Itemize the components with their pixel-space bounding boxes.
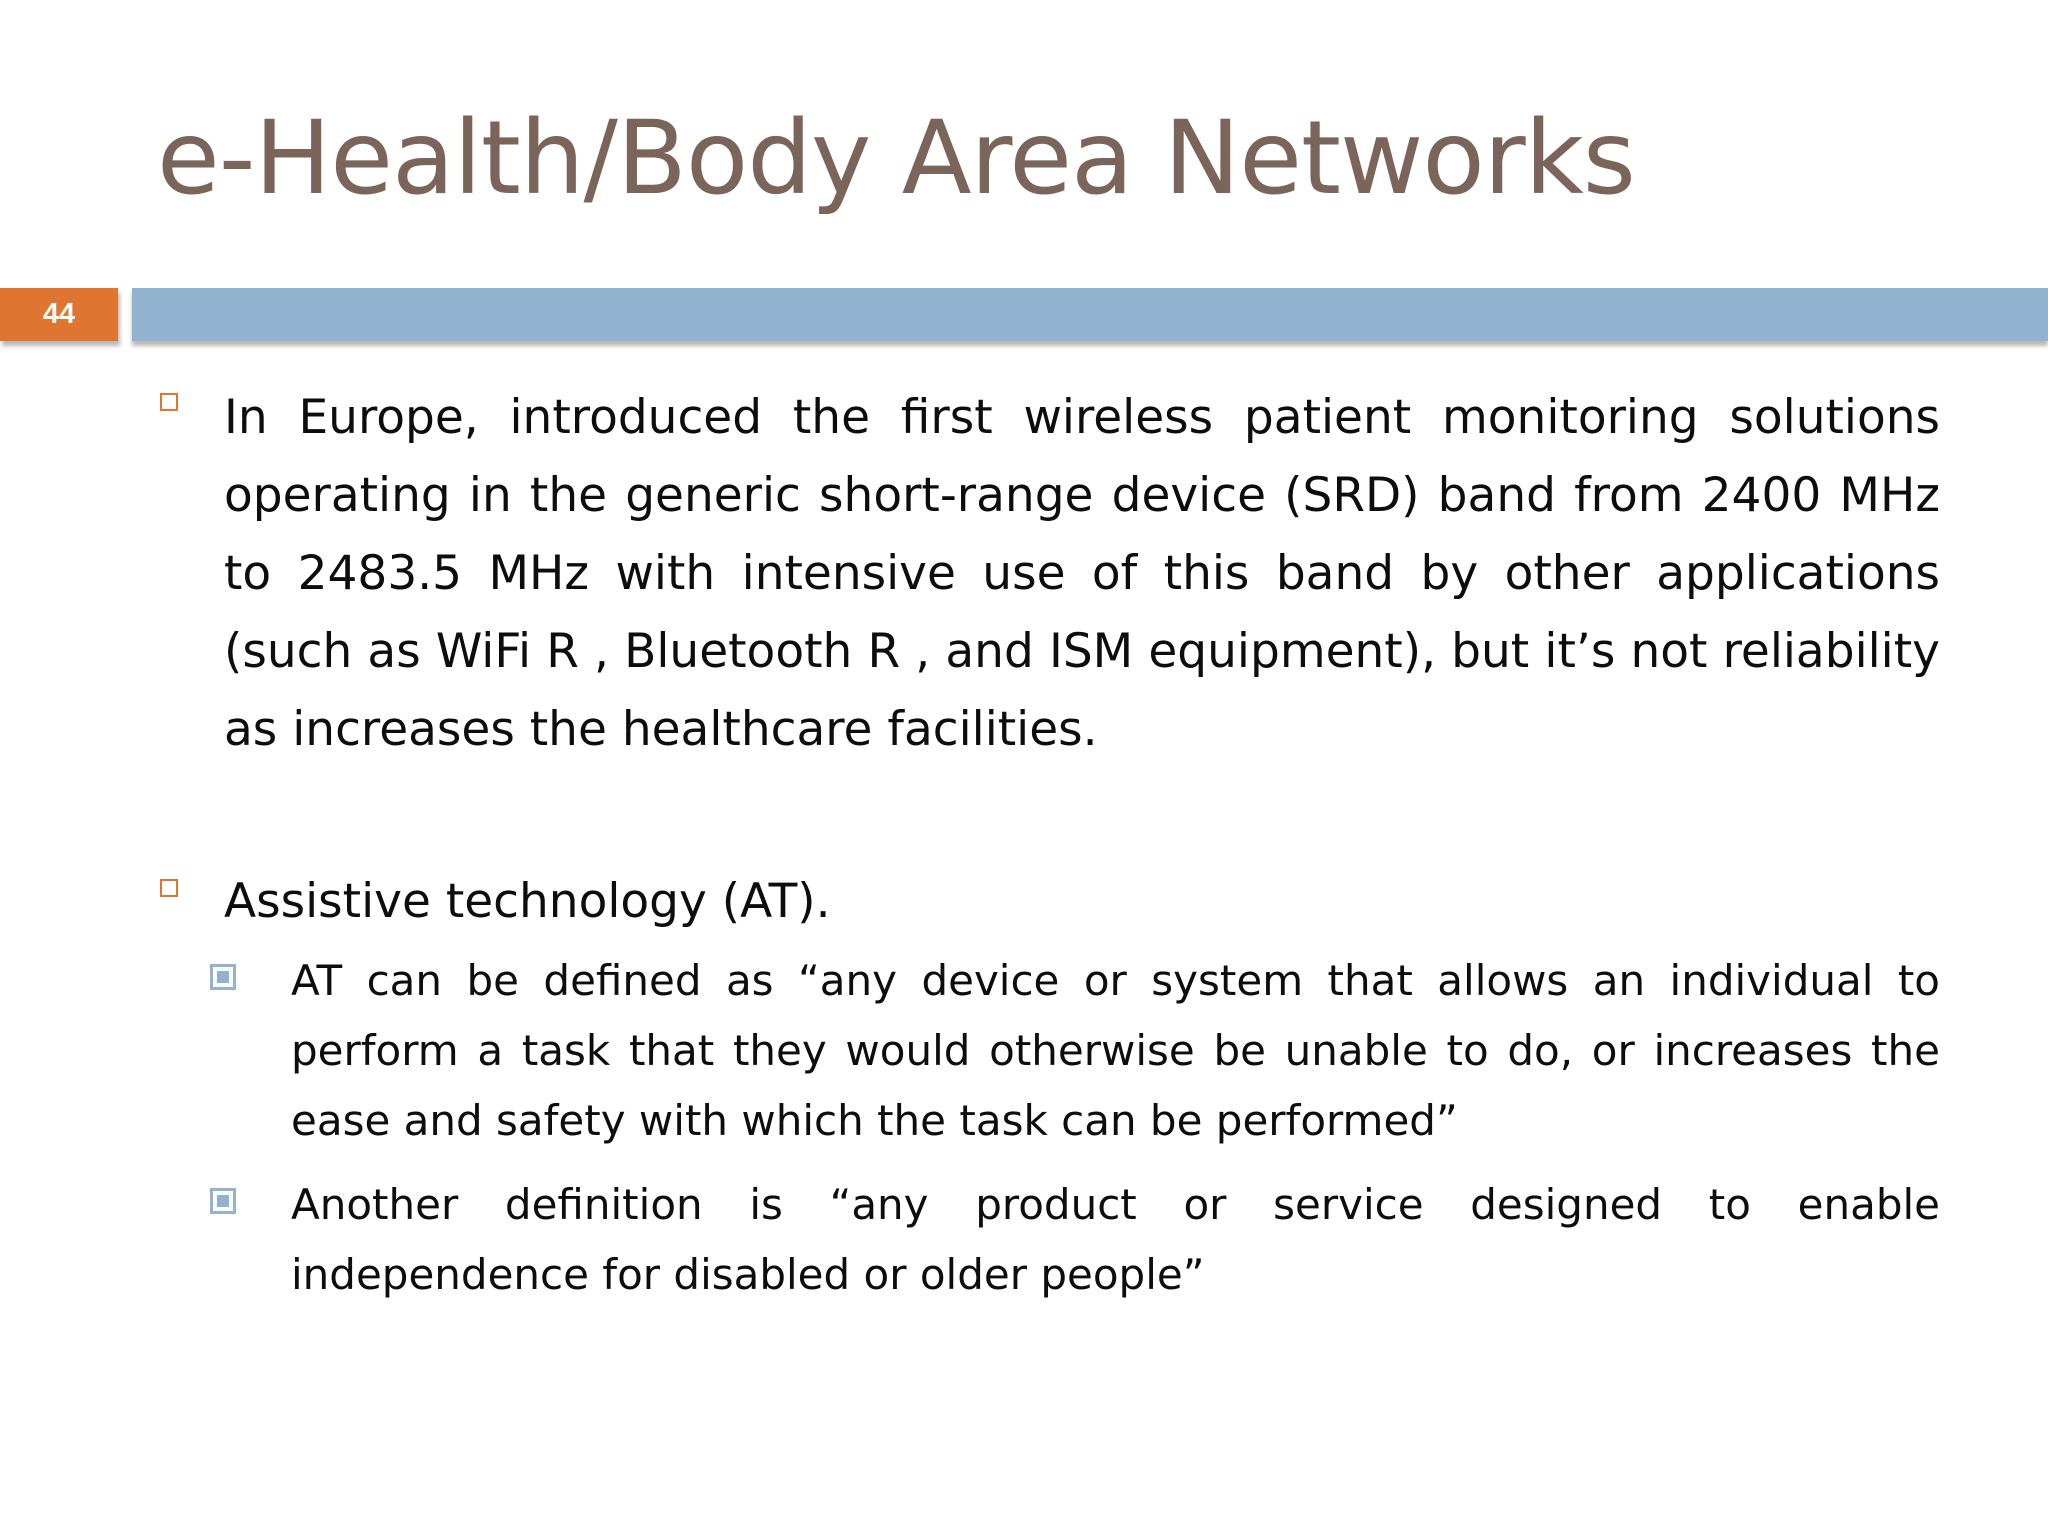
square-bullet-icon: [210, 964, 236, 990]
slide-number-badge: [0, 288, 118, 341]
square-bullet-icon: [210, 1188, 236, 1214]
subbullet-text: AT can be defined as “any device or system that allows an individual to perform a task that they would otherwise be unable to do, or increases the ease and safety with which the task can be performed”: [291, 956, 1940, 1145]
slide-number: 44: [42, 298, 76, 330]
hollow-square-bullet-icon: [160, 879, 178, 897]
bullet-text: Assistive technology (AT).: [224, 874, 831, 929]
bullet-text: In Europe, introduced the first wireless patient monitoring solutions operating in the generic short-range device (SRD) band from 2400 MHz to 2483.5 MHz with intensive use of this band by other applications (such as WiFi R , Bluetooth R , and ISM equipment), but it’s not reliability as increases the healthcare facilities.: [224, 390, 1940, 757]
hollow-square-bullet-icon: [160, 393, 178, 411]
subbullet-text: Another definition is “any product or service designed to enable independence for disabled or older people”: [291, 1180, 1940, 1299]
slide-title: e-Health/Body Area Networks: [157, 99, 1635, 218]
header-bar: [132, 288, 2048, 341]
